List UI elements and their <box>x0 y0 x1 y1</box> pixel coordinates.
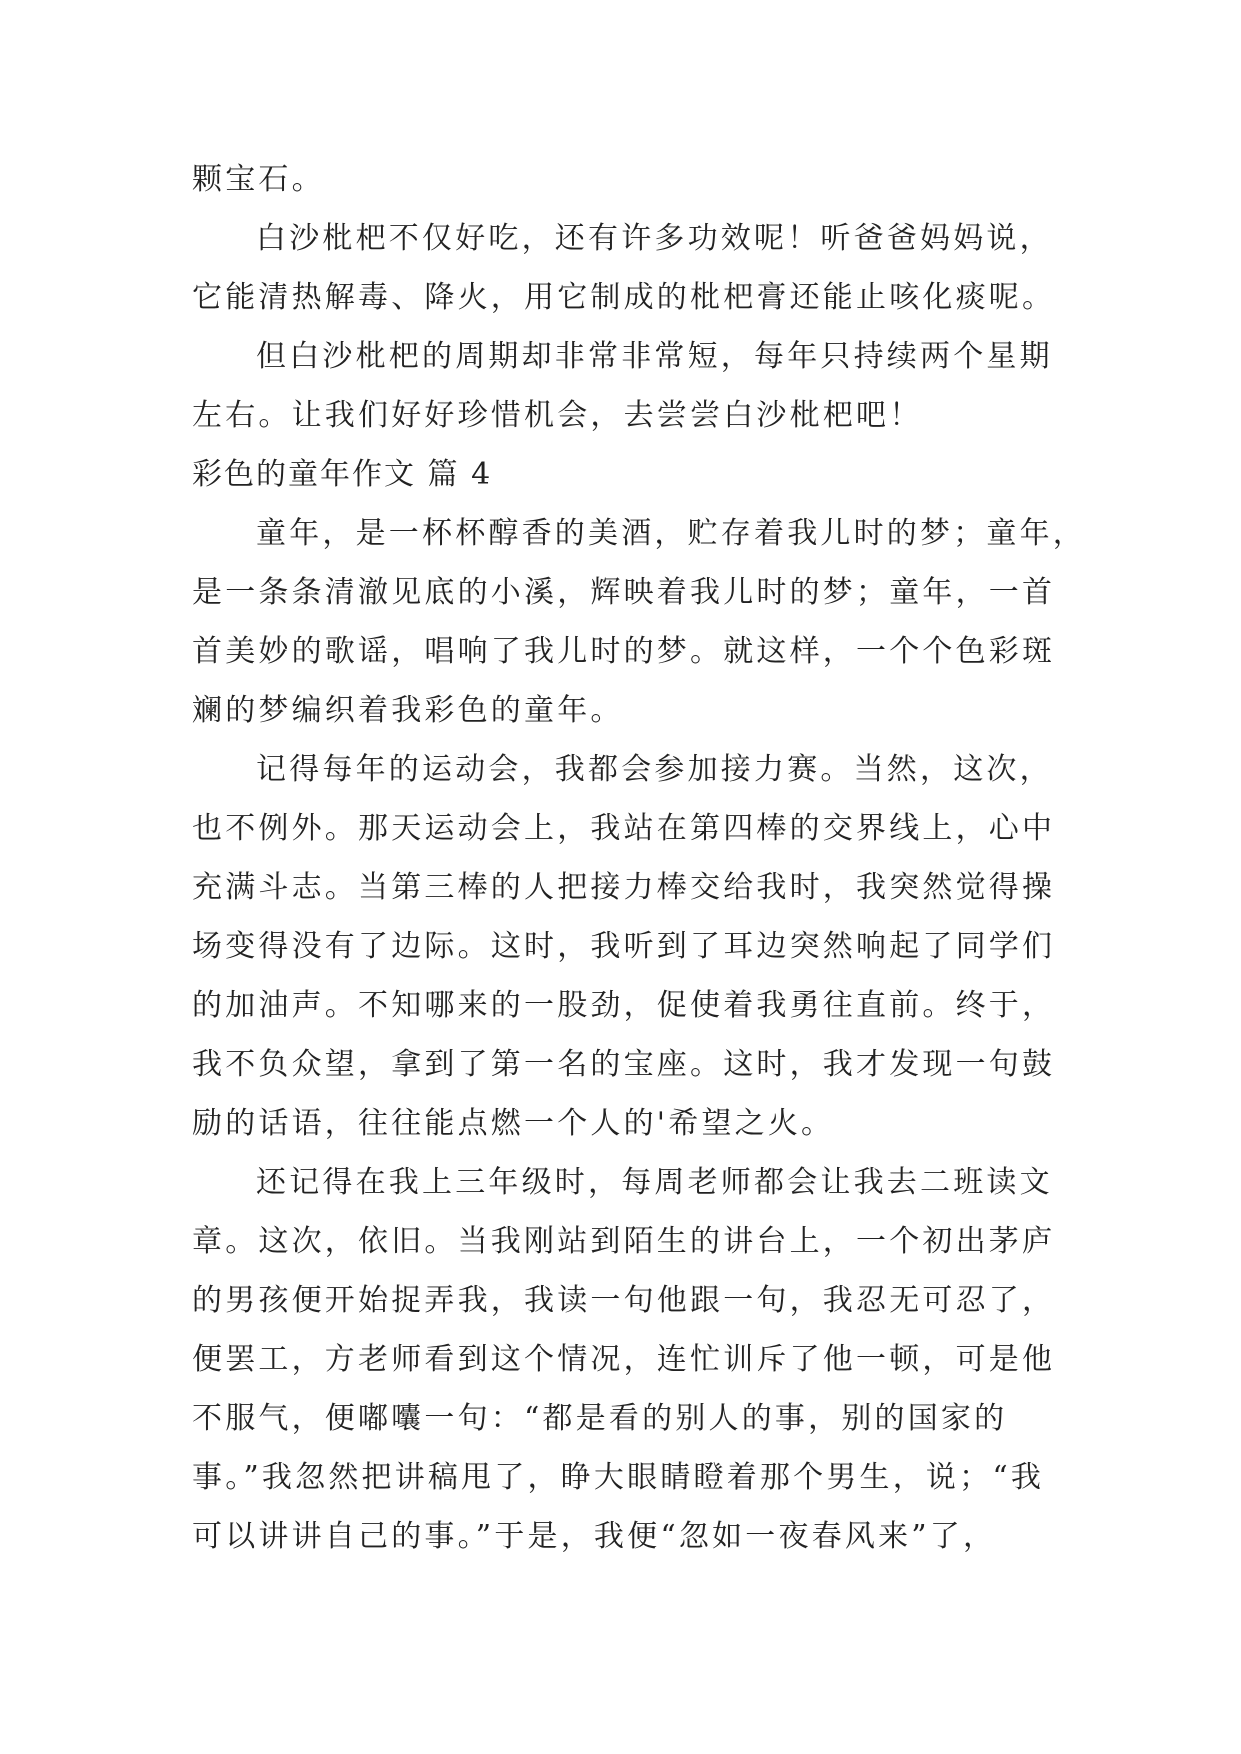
text-line: 充满斗志。当第三棒的人把接力棒交给我时，我突然觉得操 <box>192 870 1056 905</box>
text-line: 记得每年的运动会，我都会参加接力赛。当然，这次， <box>256 752 1053 787</box>
text-line: 不服气，便嘟囔一句：“都是看的别人的事，别的国家的 <box>192 1401 1008 1436</box>
text-line: 左右。让我们好好珍惜机会，去尝尝白沙枇杷吧！ <box>192 398 923 433</box>
text-line: 场变得没有了边际。这时，我听到了耳边突然响起了同学们 <box>192 929 1056 964</box>
text-line: 便罢工，方老师看到这个情况，连忙训斥了他一顿，可是他 <box>192 1342 1056 1377</box>
text-line: 童年，是一杯杯醇香的美酒，贮存着我儿时的梦；童年， <box>256 516 1086 551</box>
document-body <box>192 150 1086 1566</box>
text-line: 也不例外。那天运动会上，我站在第四棒的交界线上，心中 <box>192 811 1056 846</box>
section-heading: 彩色的童年作文 篇 4 <box>192 457 493 492</box>
text-line: 的男孩便开始捉弄我，我读一句他跟一句，我忍无可忍了， <box>192 1283 1056 1318</box>
text-line: 我不负众望，拿到了第一名的宝座。这时，我才发现一句鼓 <box>192 1047 1056 1082</box>
text-line: 白沙枇杷不仅好吃，还有许多功效呢！听爸爸妈妈说， <box>256 221 1053 256</box>
text-line: 首美妙的歌谣，唱响了我儿时的梦。就这样，一个个色彩斑 <box>192 634 1056 669</box>
text-line: 是一条条清澈见底的小溪，辉映着我儿时的梦；童年，一首 <box>192 575 1056 610</box>
text-line: 斓的梦编织着我彩色的童年。 <box>192 693 624 728</box>
text-line: 颗宝石。 <box>192 162 325 197</box>
text-line: 但白沙枇杷的周期却非常非常短，每年只持续两个星期 <box>256 339 1053 374</box>
text-line: 的加油声。不知哪来的一股劲，促使着我勇往直前。终于， <box>192 988 1056 1023</box>
text-line: 事。”我忽然把讲稿甩了，睁大眼睛瞪着那个男生，说；“我 <box>192 1460 1045 1495</box>
text-line: 可以讲讲自己的事。”于是，我便“忽如一夜春风来”了， <box>192 1519 997 1554</box>
text-line: 它能清热解毒、降火，用它制成的枇杷膏还能止咳化痰呢。 <box>192 280 1056 315</box>
text-line: 励的话语，往往能点燃一个人的'希望之火。 <box>192 1106 835 1141</box>
text-line: 还记得在我上三年级时，每周老师都会让我去二班读文 <box>256 1165 1053 1200</box>
text-line: 章。这次，依旧。当我刚站到陌生的讲台上，一个初出茅庐 <box>192 1224 1056 1259</box>
